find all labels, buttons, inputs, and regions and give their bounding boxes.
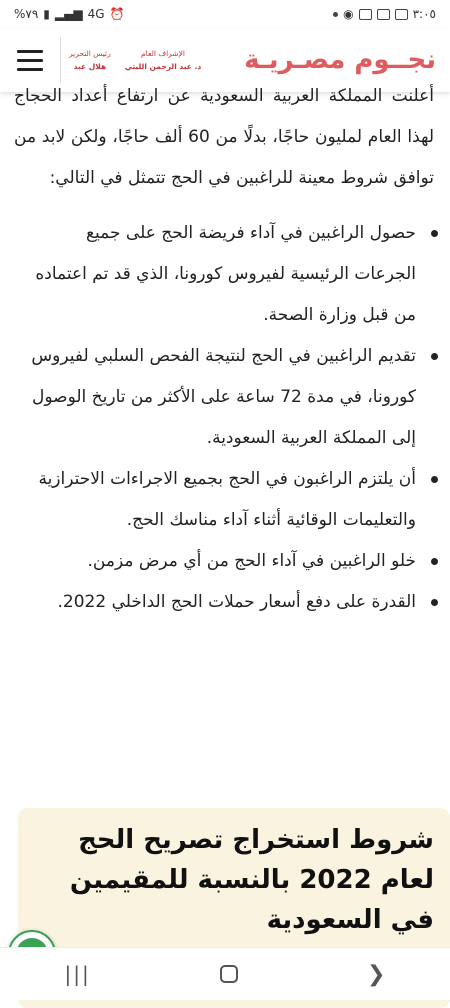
credit-name: د. عبد الرحمن الليثي bbox=[124, 62, 202, 71]
menu-line-icon bbox=[17, 50, 43, 53]
back-icon[interactable]: ❯ bbox=[366, 961, 386, 987]
mail-icon bbox=[377, 9, 390, 20]
bullet-icon bbox=[431, 599, 438, 606]
list-item bbox=[20, 459, 416, 541]
clock-time: ٣:٠٥ bbox=[412, 7, 436, 21]
status-bar bbox=[0, 0, 450, 28]
bullet-icon bbox=[431, 558, 438, 565]
bullet-icon bbox=[431, 230, 438, 237]
bullet-icon bbox=[431, 353, 438, 360]
credit-supervisor bbox=[125, 47, 201, 73]
list-item-text: أن يلتزم الراغبون في الحج بجميع الاجراءات الاحترازية والتعليمات الوقائية أثناء آداء مناسك الحج. bbox=[38, 469, 416, 530]
credit-role: الإشراف العام bbox=[141, 49, 185, 58]
article-body bbox=[0, 76, 450, 623]
list-item bbox=[20, 213, 416, 336]
signal-icon: ▂▄▆ bbox=[54, 7, 83, 21]
list-item-text: حصول الراغبين في آداء فريضة الحج على جميع الجرعات الرئيسية لفيروس كورونا، الذي قد تم اعتماده من قبل وزارة الصحة. bbox=[35, 223, 416, 325]
editorial-credits bbox=[61, 47, 209, 73]
battery-icon: ▮ bbox=[43, 7, 50, 21]
network-type: 4G bbox=[87, 7, 105, 21]
youtube-icon bbox=[359, 9, 372, 20]
requirements-list bbox=[0, 213, 450, 623]
bullet-icon bbox=[431, 476, 438, 483]
list-item bbox=[20, 582, 416, 623]
image-icon bbox=[395, 9, 408, 20]
home-icon[interactable] bbox=[220, 965, 238, 983]
whatsapp-icon: ◉ bbox=[343, 7, 354, 21]
recent-apps-icon[interactable]: ||| bbox=[64, 962, 91, 986]
status-left bbox=[14, 7, 124, 21]
credit-role: رئيس التحرير bbox=[69, 49, 111, 58]
list-item-text: تقديم الراغبين في الحج لنتيجة الفحص السلبي لفيروس كورونا، في مدة 72 ساعة على الأكثر من تاريخ الوصول إلى المملكة العربية السعودية. bbox=[31, 346, 416, 448]
alarm-icon: ⏰ bbox=[109, 7, 125, 21]
list-item-text: خلو الراغبين في آداء الحج من أي مرض مزمن. bbox=[87, 551, 416, 571]
status-right bbox=[333, 7, 436, 21]
site-logo[interactable]: نجــوم مصـريـة bbox=[244, 45, 436, 75]
credit-name: هلال عبد bbox=[73, 62, 107, 71]
credit-editor bbox=[69, 47, 111, 73]
section-heading: شروط استخراج تصريح الحج لعام 2022 بالنسبة للمقيمين في السعودية bbox=[69, 825, 434, 935]
battery-level: %٧٩ bbox=[14, 7, 39, 21]
list-item bbox=[20, 541, 416, 582]
menu-line-icon bbox=[17, 68, 43, 71]
article-intro: أعلنت المملكة العربية السعودية عن ارتفاع أعداد الحجاج لهذا العام لمليون حاجًا، بدلًا من 60 ألف حاجًا، ولكن لابد من توافق شروط معينة للراغبين في الحج تتمثل في التالي: bbox=[14, 86, 435, 188]
notification-dot-icon bbox=[333, 12, 338, 17]
menu-line-icon bbox=[17, 59, 43, 62]
list-item-text: القدرة على دفع أسعار حملات الحج الداخلي 2022. bbox=[57, 592, 416, 612]
system-nav-bar bbox=[0, 947, 450, 1000]
list-item bbox=[20, 336, 416, 459]
